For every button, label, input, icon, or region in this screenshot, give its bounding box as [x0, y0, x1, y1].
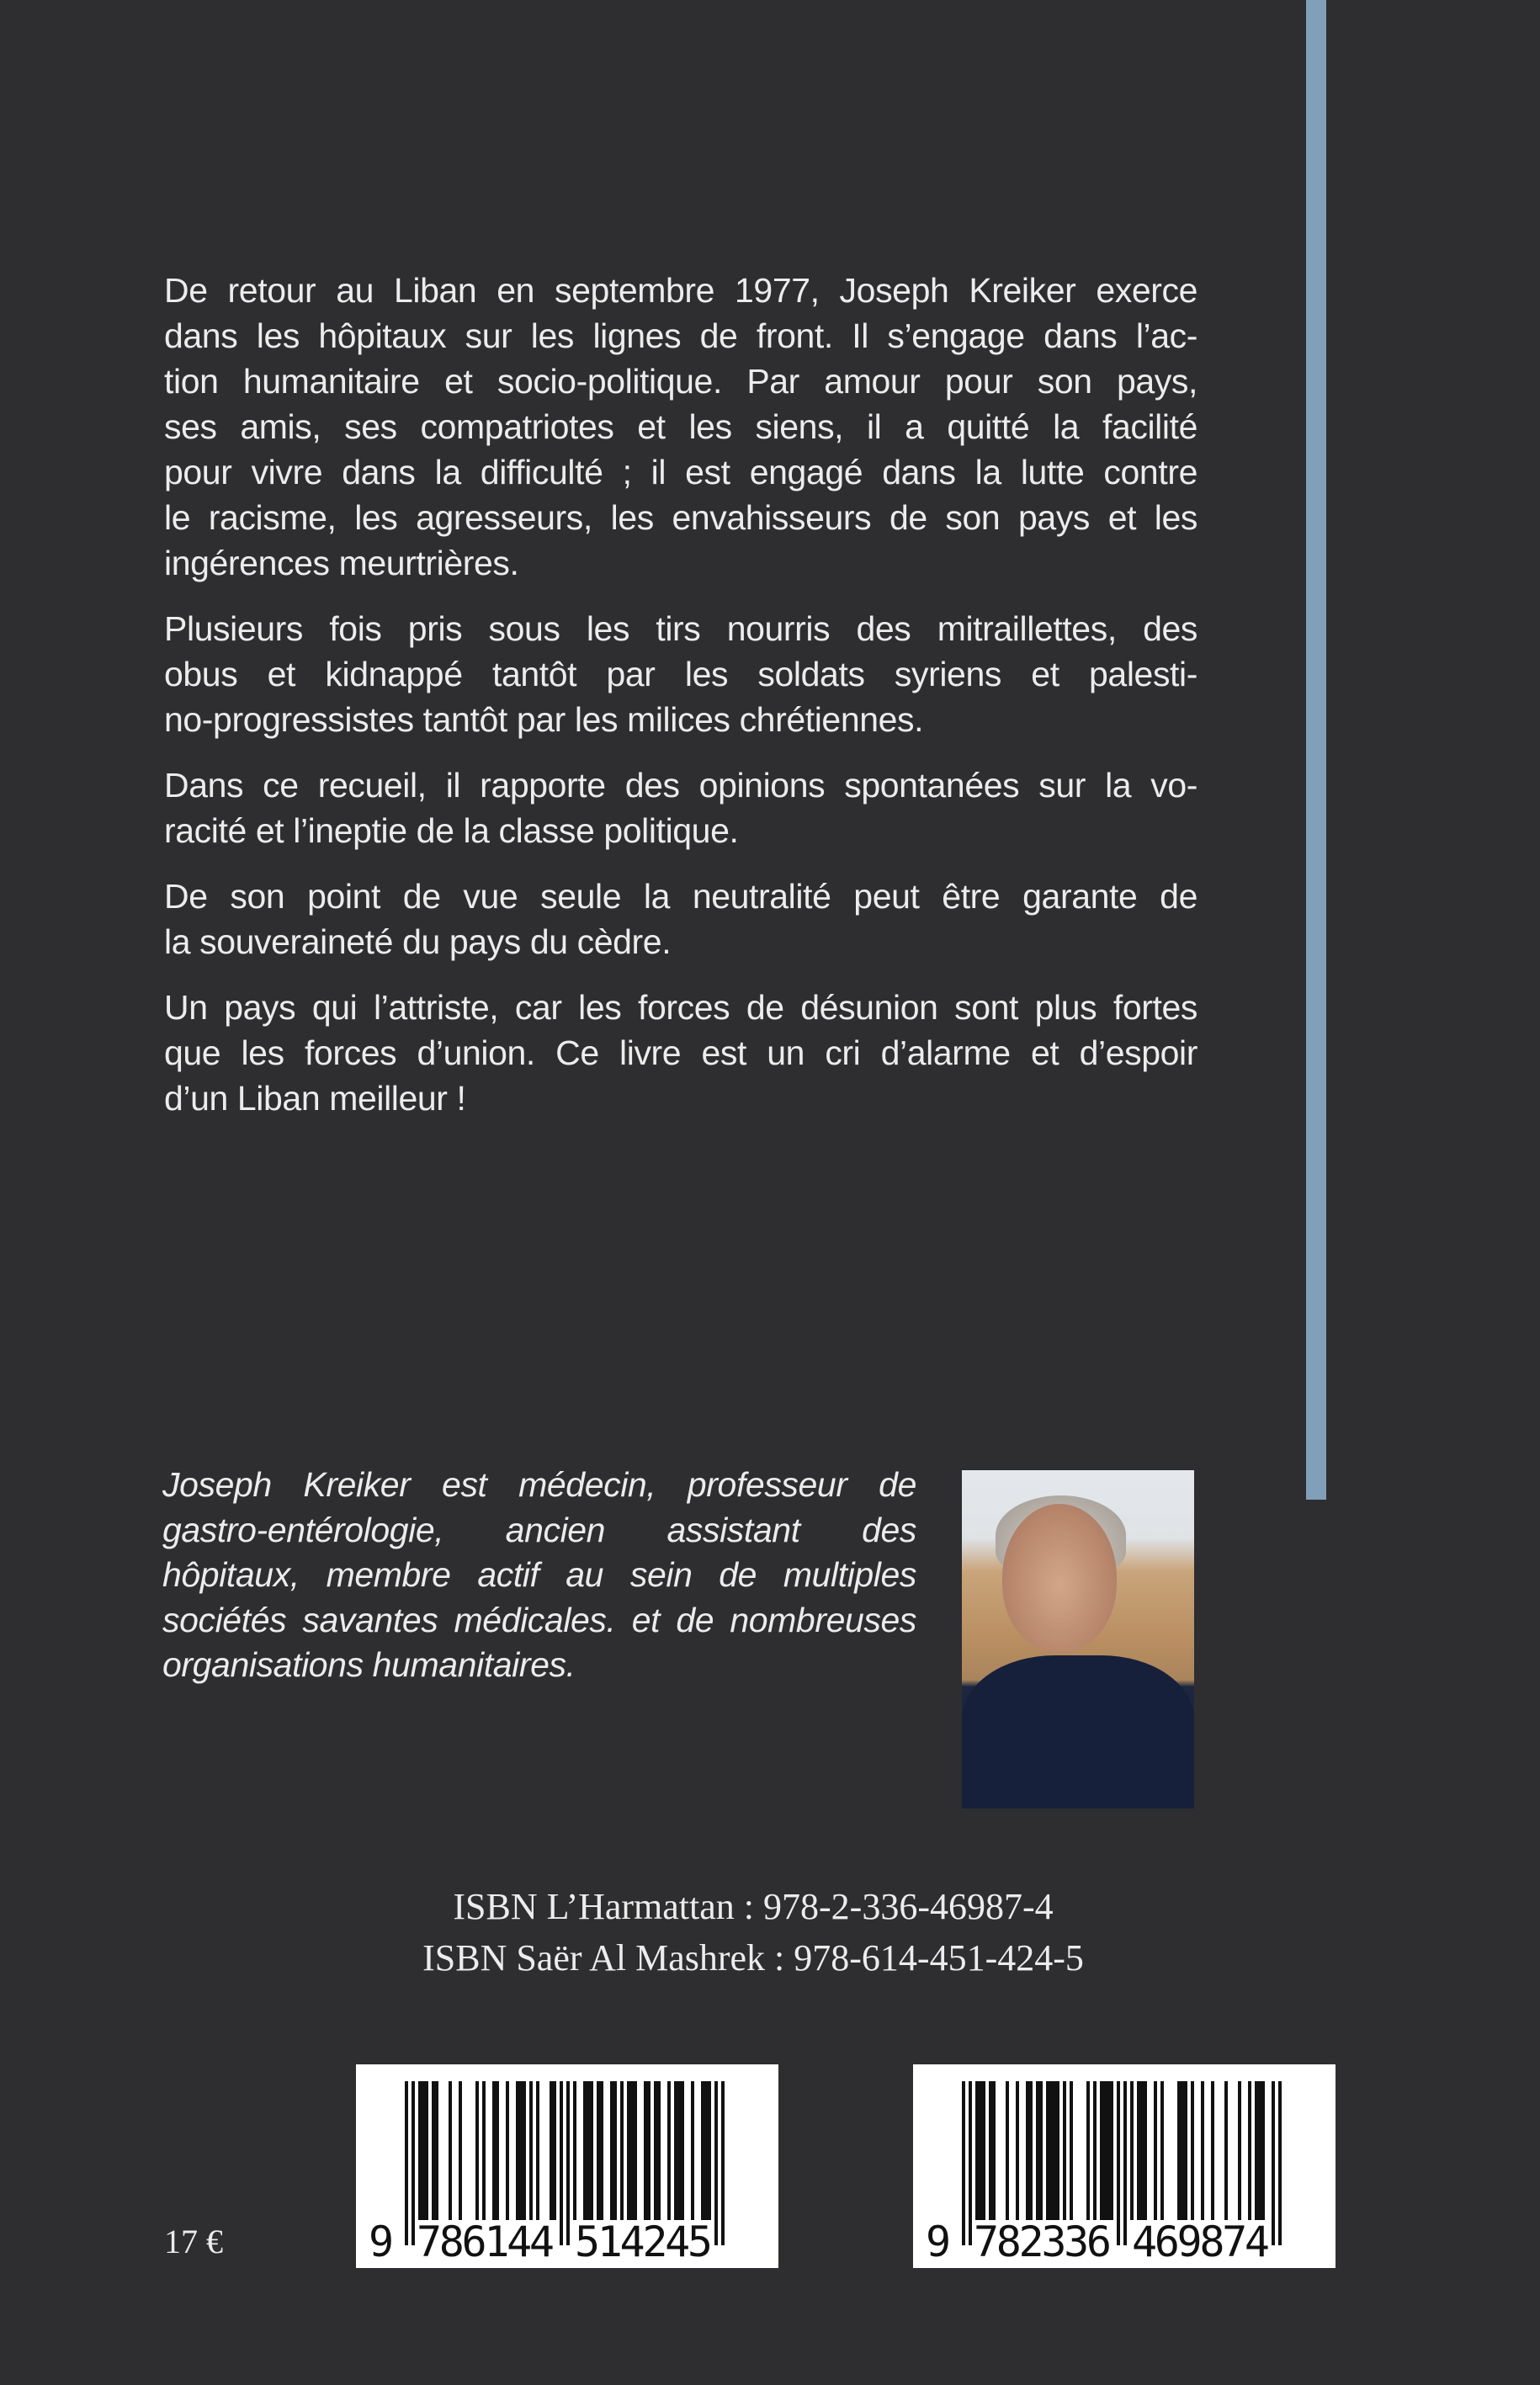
barcode-bar — [681, 2081, 684, 2220]
barcode-bar — [1144, 2081, 1147, 2220]
barcode-bar — [459, 2081, 462, 2220]
text-line: dans les hôpitaux sur les lignes de front. Il s’engage dans l’ac- — [164, 316, 1197, 355]
text-line: tion humanitaire et socio-politique. Par amour pour son pays, — [164, 362, 1197, 401]
barcode-bar — [1258, 2081, 1261, 2220]
barcode-bar — [634, 2081, 637, 2220]
barcode-bar — [566, 2081, 570, 2245]
barcode-bar — [560, 2081, 563, 2245]
bio-line: organisations humanitaires. — [162, 1645, 576, 1684]
barcode-bar — [1123, 2081, 1127, 2245]
bio-line: gastro-entérologie, ancien assistant des — [162, 1510, 916, 1549]
barcode-bar — [962, 2081, 965, 2245]
barcode-bar — [492, 2081, 496, 2220]
paragraph — [164, 874, 1197, 964]
barcode-bar — [644, 2081, 647, 2220]
barcode-bar — [1255, 2081, 1258, 2220]
barcode-bar — [620, 2081, 624, 2220]
barcode-bar — [1211, 2081, 1214, 2220]
text-line: ingérences meurtrières. — [164, 544, 519, 582]
barcode-digits: 786144 — [417, 2218, 555, 2266]
barcode-bar — [449, 2081, 452, 2220]
barcode-bar — [657, 2081, 661, 2220]
text-line: ses amis, ses compatriotes et les siens, il a quitté la facilité — [164, 407, 1197, 446]
barcode-bar — [969, 2081, 972, 2245]
bio-line: sociétés savantes médicales. et de nombreuses — [162, 1600, 916, 1639]
barcode-digits: 469874 — [1132, 2218, 1270, 2266]
photo-shirt — [962, 1655, 1194, 1809]
barcode-bar — [630, 2081, 634, 2220]
barcode-bar — [1140, 2081, 1144, 2220]
barcode-bar — [610, 2081, 613, 2220]
paragraph — [164, 985, 1197, 1121]
barcode-bar — [550, 2081, 553, 2220]
barcode-bar — [1103, 2081, 1107, 2220]
barcode-bar — [1160, 2081, 1164, 2220]
text-line: no-progressistes tantôt par les milices chrétiennes. — [164, 700, 924, 739]
barcode-graphic — [913, 2064, 1336, 2268]
barcode-bar — [714, 2081, 718, 2245]
paragraph — [164, 762, 1197, 853]
barcode-bar — [1130, 2081, 1134, 2220]
barcode-bar — [412, 2081, 415, 2245]
barcode-bar — [1053, 2081, 1056, 2220]
barcode-graphic — [356, 2064, 778, 2268]
barcode-bar — [1117, 2081, 1120, 2245]
paragraph — [164, 268, 1197, 586]
barcode-bar — [1100, 2081, 1103, 2220]
barcode-bar — [1093, 2081, 1097, 2220]
barcode-bar — [992, 2081, 996, 2220]
barcode-bar — [516, 2081, 519, 2220]
barcode-bar — [1086, 2081, 1090, 2220]
barcode-bar — [600, 2081, 603, 2220]
barcode-bar — [1036, 2081, 1039, 2220]
barcode-bar — [1184, 2081, 1187, 2220]
text-line: racité et l’ineptie de la classe politique. — [164, 811, 739, 850]
barcode-bar — [1029, 2081, 1033, 2220]
spine-accent-bar — [1306, 0, 1326, 1500]
barcode-bar — [1261, 2081, 1265, 2220]
barcode-mashrek — [356, 2064, 778, 2268]
barcode-bar — [1154, 2081, 1157, 2220]
barcode-bar — [506, 2081, 509, 2220]
barcode-bar — [1110, 2081, 1113, 2220]
barcode-bar — [553, 2081, 556, 2220]
photo-face — [1002, 1504, 1117, 1651]
barcode-bar — [1238, 2081, 1241, 2220]
barcode-bar — [677, 2081, 681, 2220]
barcode-bar — [975, 2081, 979, 2220]
text-line: le racisme, les agresseurs, les envahisseurs de son pays et les — [164, 498, 1197, 537]
isbn-harmattan: ISBN L’Harmattan : 978-2-336-46987-4 — [453, 1886, 1054, 1927]
text-line: De son point de vue seule la neutralité peut être garante de — [164, 877, 1197, 916]
barcode-bar — [597, 2081, 600, 2220]
barcode-bar — [1107, 2081, 1110, 2220]
bio-line: hôpitaux, membre actif au sein de multiples — [162, 1555, 916, 1594]
barcode-bar — [1049, 2081, 1053, 2220]
barcode-bar — [1248, 2081, 1251, 2220]
barcode-bar — [1181, 2081, 1184, 2220]
barcode-bar — [1224, 2081, 1228, 2220]
barcode-bar — [425, 2081, 428, 2220]
text-line: Plusieurs fois pris sous les tirs nourris des mitraillettes, des — [164, 609, 1197, 648]
barcode-bar — [1006, 2081, 1009, 2220]
bio-line: Joseph Kreiker est médecin, professeur de — [162, 1465, 916, 1504]
barcode-digits: 9 — [368, 2218, 395, 2266]
barcode-bar — [573, 2081, 576, 2220]
barcode-bar — [721, 2081, 725, 2245]
barcode-bar — [1063, 2081, 1066, 2220]
barcode-bar — [1046, 2081, 1049, 2220]
barcode-bar — [708, 2081, 711, 2220]
barcode-bar — [418, 2081, 422, 2220]
author-photo — [962, 1470, 1194, 1809]
barcode-bar — [1191, 2081, 1194, 2220]
barcode-bar — [1039, 2081, 1043, 2220]
barcode-bar — [704, 2081, 708, 2220]
text-line: Un pays qui l’attriste, car les forces de désunion sont plus fortes — [164, 988, 1197, 1027]
barcode-bar — [982, 2081, 985, 2220]
author-bio — [162, 1463, 916, 1688]
barcode-bar — [654, 2081, 657, 2220]
text-line: pour vivre dans la difficulté ; il est engagé dans la lutte contre — [164, 453, 1197, 491]
barcode-bar — [1056, 2081, 1059, 2220]
text-line: obus et kidnappé tantôt par les soldats syriens et palesti- — [164, 655, 1197, 693]
back-cover-description — [164, 268, 1197, 1141]
paragraph — [164, 606, 1197, 742]
barcode-bar — [1278, 2081, 1282, 2245]
barcode-bar — [496, 2081, 499, 2220]
barcode-bar — [587, 2081, 590, 2220]
barcode-bar — [583, 2081, 587, 2220]
barcode-digits: 514245 — [575, 2218, 713, 2266]
text-line: que les forces d’union. Ce livre est un cri d’alarme et d’espoir — [164, 1033, 1197, 1072]
barcode-bar — [691, 2081, 694, 2220]
barcode-bar — [1070, 2081, 1073, 2220]
barcode-bar — [519, 2081, 523, 2220]
barcode-bar — [979, 2081, 982, 2220]
barcode-bar — [482, 2081, 486, 2220]
barcode-bar — [432, 2081, 435, 2220]
text-line: Dans ce recueil, il rapporte des opinions spontanées sur la vo- — [164, 766, 1197, 805]
barcode-bar — [647, 2081, 651, 2220]
barcode-digits: 782336 — [974, 2218, 1112, 2266]
barcode-bar — [1177, 2081, 1181, 2220]
barcode-bar — [989, 2081, 992, 2220]
barcode-bar — [405, 2081, 408, 2245]
isbn-mashrek: ISBN Saër Al Mashrek : 978-614-451-424-5 — [422, 1937, 1084, 1979]
text-line: d’un Liban meilleur ! — [164, 1079, 466, 1118]
barcode-bar — [667, 2081, 671, 2220]
barcode-bar — [1137, 2081, 1140, 2220]
barcode-bar — [1016, 2081, 1019, 2220]
barcode-bar — [523, 2081, 526, 2220]
price: 17 € — [164, 2223, 223, 2260]
barcode-bar — [536, 2081, 539, 2220]
barcode-bar — [1026, 2081, 1029, 2220]
text-line: De retour au Liban en septembre 1977, Joseph Kreiker exerce — [164, 271, 1197, 310]
barcode-bar — [1272, 2081, 1275, 2245]
barcode-bar — [590, 2081, 593, 2220]
barcode-bar — [1201, 2081, 1204, 2220]
barcode-bar — [674, 2081, 677, 2220]
barcode-harmattan — [913, 2064, 1336, 2268]
barcode-digits: 9 — [925, 2218, 952, 2266]
text-line: la souveraineté du pays du cèdre. — [164, 922, 672, 961]
barcode-bar — [701, 2081, 704, 2220]
barcode-bar — [422, 2081, 425, 2220]
barcode-bar — [435, 2081, 438, 2220]
barcode-bar — [627, 2081, 630, 2220]
barcode-bar — [613, 2081, 617, 2220]
barcode-bar — [529, 2081, 533, 2220]
barcode-bar — [475, 2081, 479, 2220]
